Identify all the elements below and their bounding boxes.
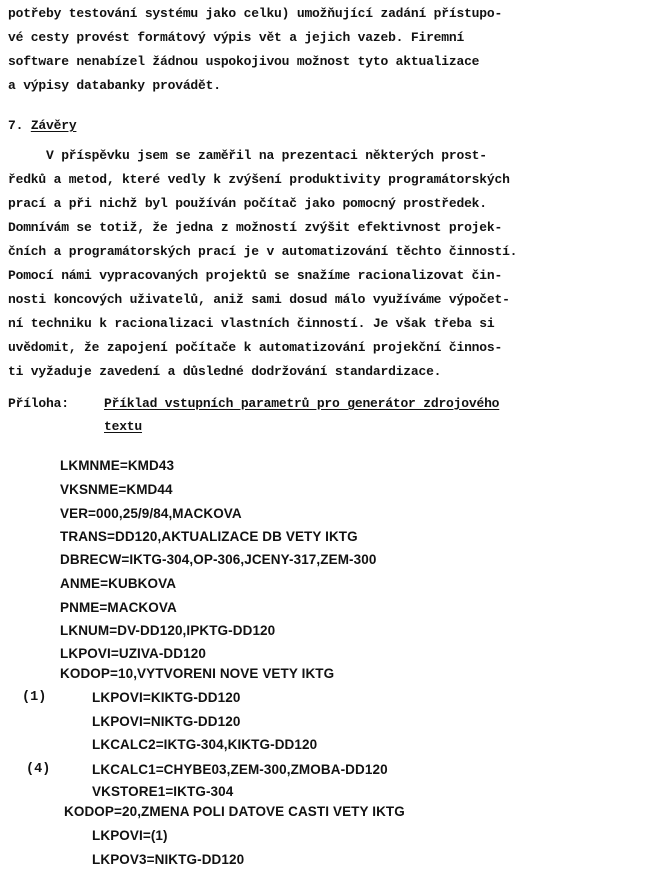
body-line-3: prací a při nichž byl používán počítač jako pomocný prostředek. — [8, 196, 487, 211]
code-line-18: LKPOV3=NIKTG-DD120 — [92, 852, 245, 867]
intro-line-2: vé cesty provést formátový výpis vět a jejich vazeb. Firemní — [8, 30, 465, 45]
body-line-6: Pomocí námi vypracovaných projektů se snažíme racionalizovat čin- — [8, 268, 503, 283]
appendix-title-line-2: textu — [104, 419, 143, 434]
code-line-6: ANME=KUBKOVA — [60, 576, 177, 591]
section-heading — [8, 118, 76, 134]
section-number: 7. — [8, 118, 24, 133]
body-line-2: ředků a metod, které vedly k zvýšení produktivity programátorských — [8, 172, 510, 187]
code-line-11: LKPOVI=KIKTG-DD120 — [92, 690, 241, 705]
code-line-7: PNME=MACKOVA — [60, 600, 177, 615]
body-line-8: ní techniku k racionalizaci vlastních činností. Je však třeba si — [8, 316, 495, 331]
code-line-4: TRANS=DD120,AKTUALIZACE DB VETY IKTG — [60, 529, 358, 544]
code-line-17: LKPOVI=(1) — [92, 828, 168, 843]
intro-line-4: a výpisy databanky provádět. — [8, 78, 221, 93]
marker-1: (1) — [22, 690, 47, 705]
body-line-1: V příspěvku jsem se zaměřil na prezentaci některých prost- — [8, 148, 487, 163]
intro-line-3: software nenabízel žádnou uspokojivou možnost tyto aktualizace — [8, 54, 480, 69]
code-line-16: KODOP=20,ZMENA POLI DATOVE CASTI VETY IKTG — [64, 804, 405, 819]
body-line-10: ti vyžaduje zavedení a důsledné dodržování standardizace. — [8, 364, 442, 379]
intro-line-1: potřeby testování systému jako celku) umožňující zadání přístupo- — [8, 6, 503, 21]
body-line-9: uvědomit, že zapojení počítače k automatizování projekční činnos- — [8, 340, 503, 355]
appendix-label: Příloha: — [8, 396, 69, 411]
code-line-3: VER=000,25/9/84,MACKOVA — [60, 506, 242, 521]
code-line-5: DBRECW=IKTG-304,OP-306,JCENY-317,ZEM-300 — [60, 552, 377, 567]
code-line-14: LKCALC1=CHYBE03,ZEM-300,ZMOBA-DD120 — [92, 762, 388, 777]
body-line-4: Domnívám se totiž, že jedna z možností zvýšit efektivnost projek- — [8, 220, 503, 235]
code-line-1: LKMNME=KMD43 — [60, 458, 175, 473]
body-line-5: čních a programátorských prací je v automatizování těchto činností. — [8, 244, 518, 259]
code-line-10: KODOP=10,VYTVORENI NOVE VETY IKTG — [60, 666, 335, 681]
code-line-15: VKSTORE1=IKTG-304 — [92, 784, 234, 799]
section-title: Závěry — [30, 118, 77, 133]
code-line-9: LKPOVI=UZIVA-DD120 — [60, 646, 206, 661]
body-line-7: nosti koncových uživatelů, aniž sami dosud málo využíváme výpočet- — [8, 292, 510, 307]
code-line-12: LKPOVI=NIKTG-DD120 — [92, 714, 241, 729]
marker-4: (4) — [26, 762, 51, 777]
appendix-title-line-1: Příklad vstupních parametrů pro generátor zdrojového — [104, 396, 500, 411]
code-line-13: LKCALC2=IKTG-304,KIKTG-DD120 — [92, 737, 318, 752]
code-line-2: VKSNME=KMD44 — [60, 482, 173, 497]
code-line-8: LKNUM=DV-DD120,IPKTG-DD120 — [60, 623, 276, 638]
